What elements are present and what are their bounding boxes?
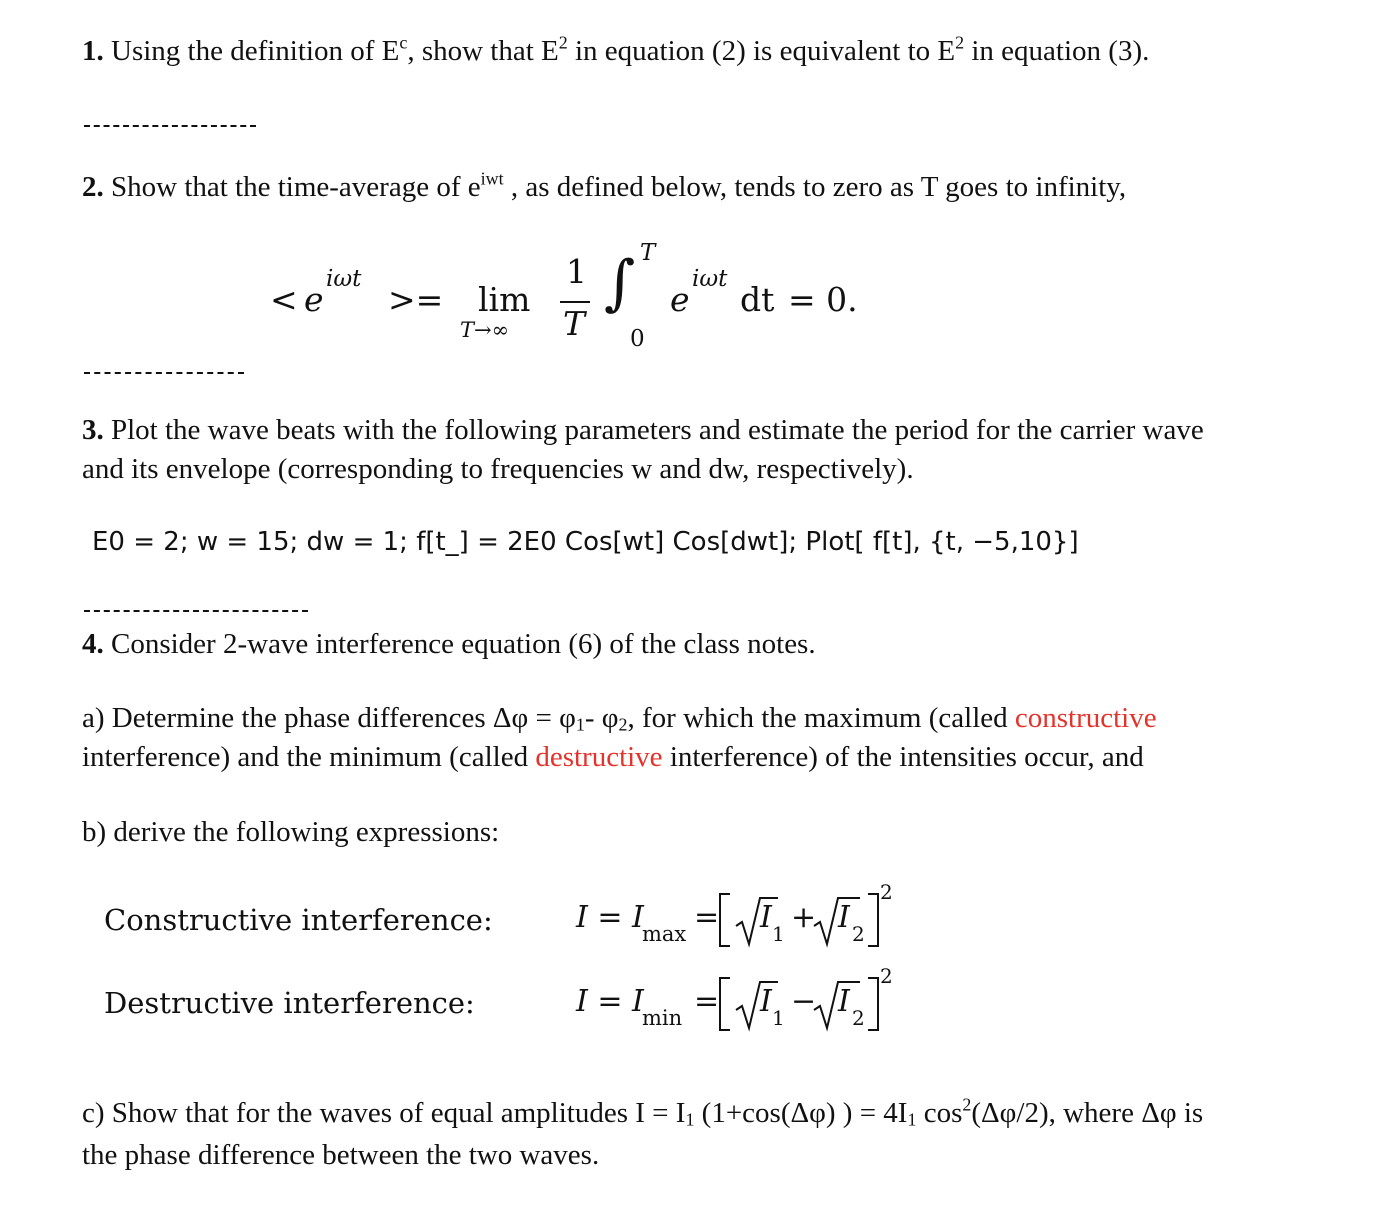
imax-i2: I [838,900,850,935]
q4-a2-start: interference) and the minimum (called [82,741,536,773]
q4-title [82,627,816,662]
q1-text-d: in equation (3). [964,35,1150,67]
divider-3 [84,610,308,612]
q4-a-mid: - φ [584,702,619,734]
imax-i2-sub: 2 [852,922,865,946]
q1-sup-c: c [399,32,408,53]
imin-op: − [791,984,817,1019]
q2-sup-iwt: iwt [480,168,504,189]
q3-line-2: and its envelope (corresponding to frequencies w and dw, respectively). [82,453,914,485]
q1-sup-2b: 2 [955,32,965,53]
eq-imin [576,964,916,1042]
q4-a-start: a) Determine the phase differences Δφ = φ [82,702,576,734]
q1-text-c: in equation (2) is equivalent to E [567,35,956,67]
eq-integrand-exp: iωt [692,266,728,292]
imin-eq: = [694,984,720,1019]
imax-i1-sub: 1 [772,922,785,946]
imin-i2-sub: 2 [852,1006,865,1030]
destructive-label: Destructive interference: [104,986,475,1020]
q4-a-line-1 [82,701,1157,736]
q2-number: 2. [82,171,104,203]
imin-left-bracket [716,974,734,1034]
constructive-label: Constructive interference: [104,903,493,937]
eq-int-lower: 0 [630,326,645,352]
q4-c-line-2: the phase difference between the two waves. [82,1139,600,1171]
q1-sup-2a: 2 [558,32,568,53]
q1-text-a: Using the definition of E [111,35,400,67]
q1-text-b: , show that E [407,35,559,67]
q4-a-sub1: 1 [575,714,585,735]
q2-text [82,170,1126,205]
imin-i2: I [838,984,850,1019]
imax-op: + [791,900,817,935]
eq-lim-sub: T→∞ [460,318,510,342]
imax-pow: 2 [880,880,893,904]
imax-sub: max [642,922,687,946]
q3-line-1-text: Plot the wave beats with the following parameters and estimate the period for the carrier wave [111,414,1204,446]
q4-b-text: b) derive the following expressions: [82,816,500,848]
q4-c-sub1: 1 [685,1109,695,1130]
eq-lhs-exp: iωt [326,266,362,292]
q1-text [82,34,1149,69]
q4-a2-rest: interference) of the intensities occur, and [662,741,1144,773]
imin-i1: I [760,984,772,1019]
eq-frac-den: T [563,304,586,343]
q4-number: 4. [82,628,104,660]
imax-lhs: I = I [576,900,644,935]
q4-c-mid2: cos [916,1097,963,1129]
eq-integral-sign: ∫ [604,248,636,318]
eq-rhs: = 0. [788,280,858,319]
q4-a-rest: , for which the maximum (called [627,702,1015,734]
q3-number: 3. [82,414,104,446]
imin-sub: min [642,1006,683,1030]
time-average-equation [270,240,890,354]
imin-lhs: I = I [576,984,644,1019]
q4-c-line-1 [82,1096,1203,1131]
imax-left-bracket [716,890,734,950]
imin-pow: 2 [880,964,893,988]
eq-dt: dt [740,280,775,319]
imin-i1-sub: 1 [772,1006,785,1030]
eq-frac-bar [560,301,590,303]
eq-frac-num: 1 [566,252,587,291]
q4-a-sub2: 2 [618,714,628,735]
q4-c-sub2: 1 [907,1109,917,1130]
q2-text-b: , as defined below, tends to zero as T goes to infinity, [503,171,1127,203]
q2-text-a: Show that the time-average of e [111,171,481,203]
q4-c-start: c) Show that for the waves of equal amplitudes I = I [82,1097,686,1129]
eq-int-upper: T [640,240,656,266]
imax-eq: = [694,900,720,935]
q4-c-mid1: (1+cos(Δφ) ) = 4I [694,1097,908,1129]
q1-number: 1. [82,35,104,67]
destructive-highlight: destructive [535,741,663,773]
q3-code: E0 = 2; w = 15; dw = 1; f[t_] = 2E0 Cos[wt] Cos[dwt]; Plot[ f[t], {t, −5,10}] [92,527,1079,557]
constructive-highlight: constructive [1014,702,1157,734]
divider-1 [84,125,256,127]
eq-lhs-close: >= [388,280,444,319]
eq-lim: lim [478,280,531,319]
imax-i1: I [760,900,772,935]
eq-lhs-e: e [304,280,324,319]
q4-c-rest: (Δφ/2), where Δφ is [971,1097,1204,1129]
q3-line-1 [82,413,1204,448]
divider-2 [84,372,244,374]
q4-a-line-2 [82,740,1144,775]
eq-imax [576,880,916,958]
eq-integrand-e: e [670,280,690,319]
eq-lhs-open: < [270,280,298,319]
q4-c-sup2: 2 [962,1094,972,1115]
q4-title-text: Consider 2-wave interference equation (6) of the class notes. [111,628,816,660]
